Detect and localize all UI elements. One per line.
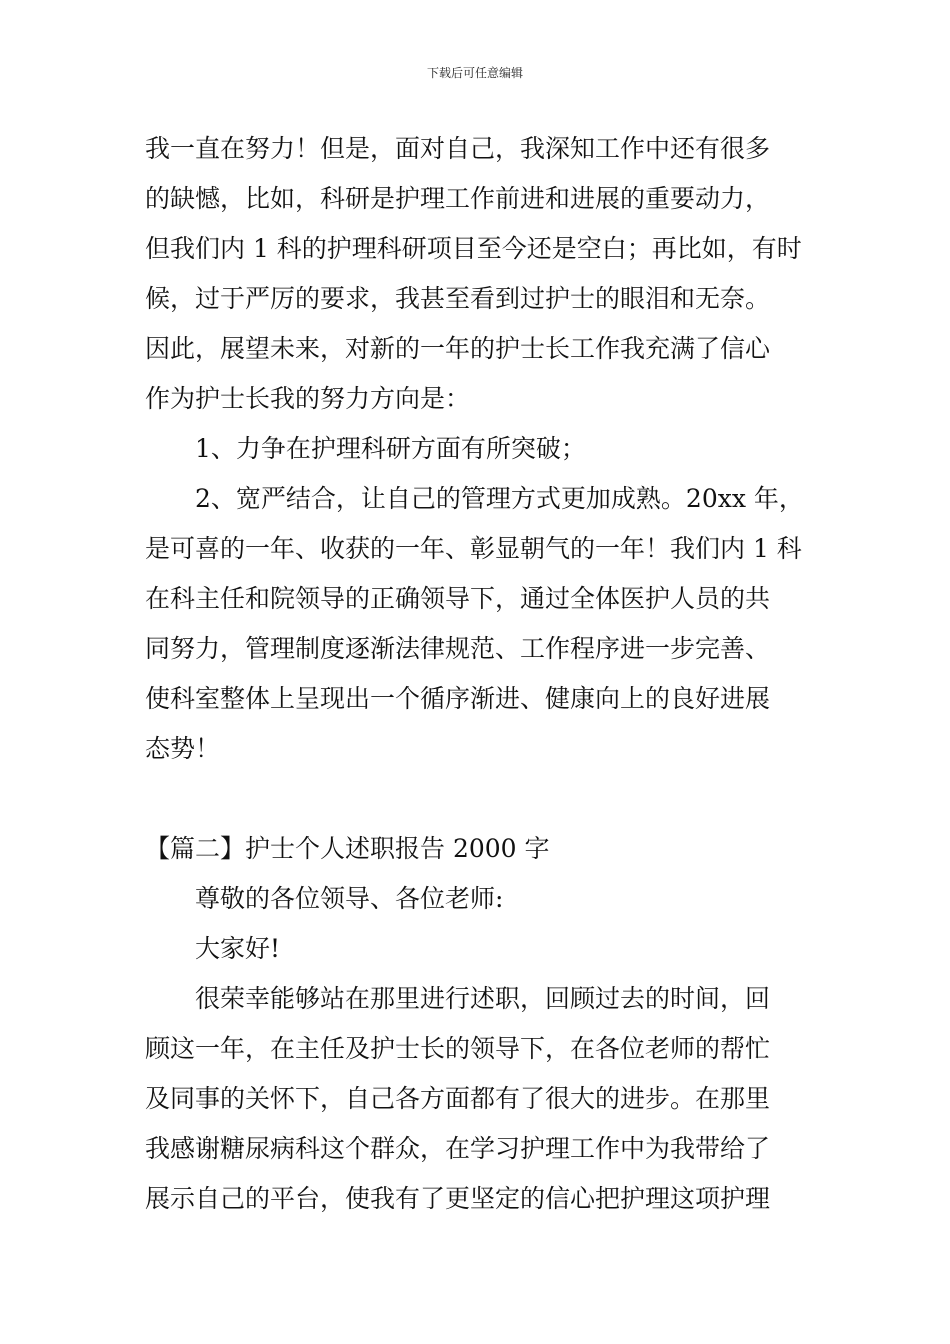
list-item: 1、力争在护理科研方面有所突破； bbox=[195, 434, 586, 463]
salutation: 尊敬的各位领导、各位老师: bbox=[195, 884, 504, 913]
list-item: 2、宽严结合，让自己的管理方式更加成熟。20xx 年， bbox=[195, 484, 804, 513]
text-line: 很荣幸能够站在那里进行述职，回顾过去的时间，回 bbox=[195, 984, 771, 1013]
text-line: 展示自己的平台，使我有了更坚定的信心把护理这项护理 bbox=[145, 1184, 771, 1213]
text-line: 态势！ bbox=[145, 734, 221, 763]
text-line: 是可喜的一年、收获的一年、彰显朝气的一年！我们内 1 科 bbox=[145, 534, 802, 563]
text-line: 但我们内 1 科的护理科研项目至今还是空白；再比如，有时 bbox=[145, 234, 802, 263]
greeting: 大家好! bbox=[195, 934, 281, 963]
document-body bbox=[145, 124, 810, 1224]
section-heading: 【篇二】护士个人述职报告 2000 字 bbox=[145, 834, 550, 863]
text-line: 我感谢糖尿病科这个群众，在学习护理工作中为我带给了 bbox=[145, 1134, 771, 1163]
text-line: 及同事的关怀下，自己各方面都有了很大的进步。在那里 bbox=[145, 1084, 771, 1113]
text-line: 顾这一年，在主任及护士长的领导下，在各位老师的帮忙 bbox=[145, 1034, 771, 1063]
text-line: 我一直在努力！但是，面对自己，我深知工作中还有很多 bbox=[145, 134, 771, 163]
text-line: 在科主任和院领导的正确领导下，通过全体医护人员的共 bbox=[145, 584, 771, 613]
paragraph-gap bbox=[145, 774, 810, 824]
text-line: 使科室整体上呈现出一个循序渐进、健康向上的良好进展 bbox=[145, 684, 771, 713]
text-line: 的缺憾，比如，科研是护理工作前进和进展的重要动力， bbox=[145, 184, 771, 213]
page-header: 下载后可任意编辑 bbox=[426, 66, 523, 80]
text-line: 同努力，管理制度逐渐法律规范、工作程序进一步完善、 bbox=[145, 634, 771, 663]
text-line: 因此，展望未来，对新的一年的护士长工作我充满了信心 bbox=[145, 334, 771, 363]
text-line: 作为护士长我的努力方向是： bbox=[145, 384, 471, 413]
text-line: 候，过于严厉的要求，我甚至看到过护士的眼泪和无奈。 bbox=[145, 284, 771, 313]
